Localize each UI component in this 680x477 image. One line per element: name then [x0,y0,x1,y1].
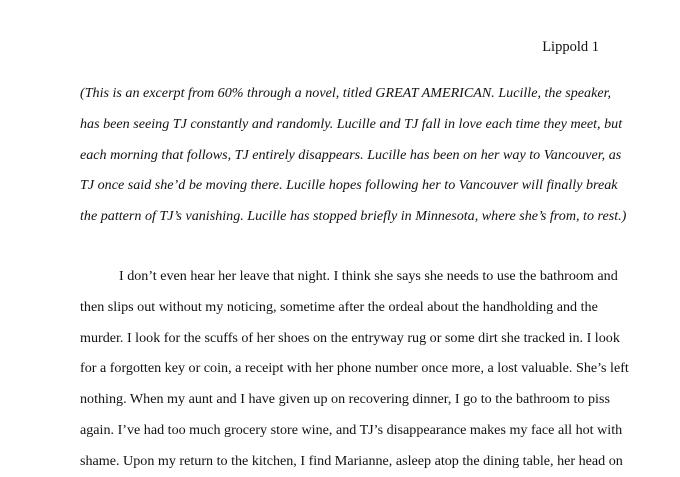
preface-line: has been seeing TJ constantly and randomly. Lucille and TJ fall in love each time they meet, but [80,115,623,132]
running-head-text: Lippold 1 [542,39,599,55]
preface-line: TJ once said she’d be moving there. Lucille hopes following her to Vancouver will finally break [80,177,618,194]
body-line: shame. Upon my return to the kitchen, I find Marianne, asleep atop the dining table, her head on [80,452,623,469]
body-line: for a forgotten key or coin, a receipt with her phone number once more, a lost valuable. She’s left [80,360,629,377]
body-line: I don’t even hear her leave that night. I think she says she needs to use the bathroom and [119,268,618,284]
body-line: murder. I look for the scuffs of her shoes on the entryway rug or some dirt she tracked in. I look [80,329,620,346]
preface-line: (This is an excerpt from 60% through a novel, titled GREAT AMERICAN. Lucille, the speaker, [80,85,612,101]
body-paragraph [80,261,629,477]
preface-paragraph [80,78,626,232]
preface-line: each morning that follows, TJ entirely disappears. Lucille has been on her way to Vancouver, as [80,146,622,163]
running-header [542,38,599,56]
preface-line: the pattern of TJ’s vanishing. Lucille has stopped briefly in Minnesota, where she’s from, to rest.) [80,208,627,225]
body-line: again. I’ve had too much grocery store wine, and TJ’s disappearance makes my face all hot with [80,421,623,438]
body-line: then slips out without my noticing, sometime after the ordeal about the handholding and the [80,298,598,315]
body-line: nothing. When my aunt and I have given up on recovering dinner, I go to the bathroom to piss [80,391,610,408]
